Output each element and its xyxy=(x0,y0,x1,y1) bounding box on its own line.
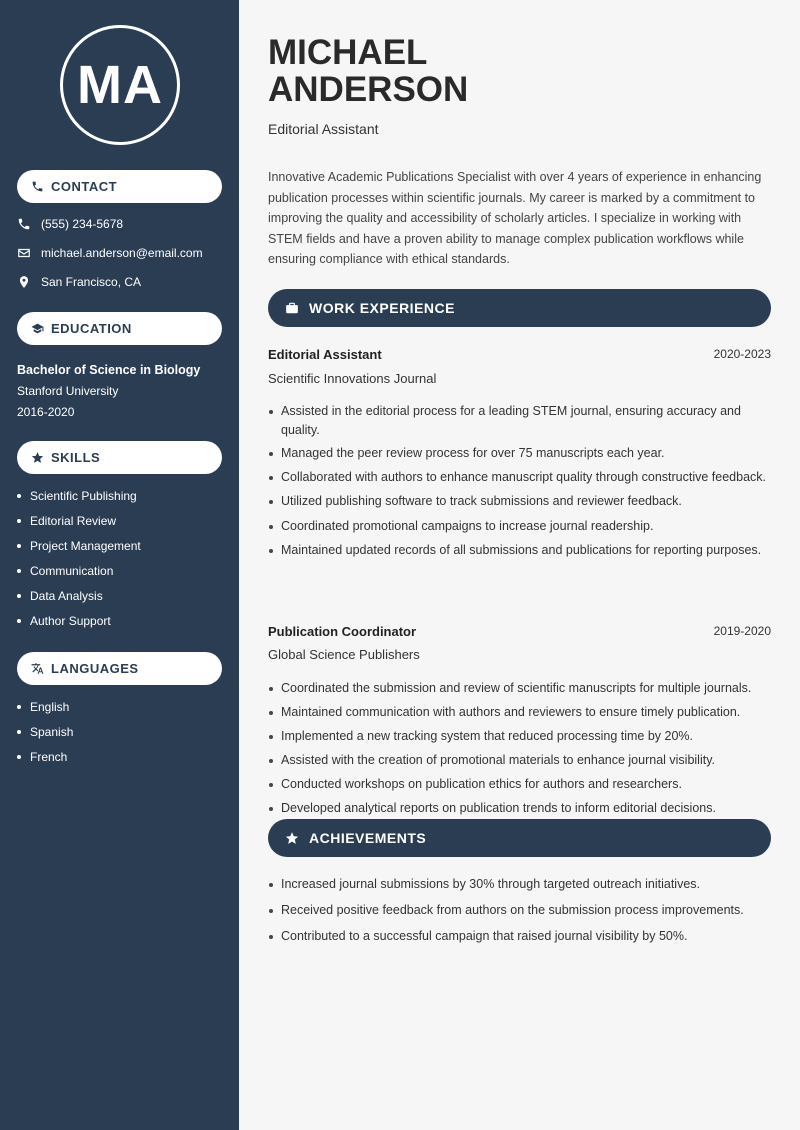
job-company: Global Science Publishers xyxy=(268,647,420,662)
contact-location xyxy=(17,275,141,289)
school: Stanford University xyxy=(17,384,119,398)
star-icon xyxy=(285,831,299,845)
languages-heading xyxy=(17,652,222,685)
skill-item: Editorial Review xyxy=(17,508,141,533)
languages-heading-label: LANGUAGES xyxy=(51,661,139,676)
job-bullet: Developed analytical reports on publication trends to inform editorial decisions. xyxy=(268,799,771,818)
full-name xyxy=(268,34,468,108)
achievements-list xyxy=(268,875,771,946)
job-title: Publication Coordinator xyxy=(268,624,417,639)
envelope-icon xyxy=(17,246,31,260)
achievement-item: Contributed to a successful campaign that raised journal visibility by 50%. xyxy=(268,927,771,946)
job-company: Scientific Innovations Journal xyxy=(268,371,437,386)
job-bullet: Utilized publishing software to track submissions and reviewer feedback. xyxy=(268,492,771,511)
phone-text: (555) 234-5678 xyxy=(41,217,124,231)
job-title-headline: Editorial Assistant xyxy=(268,121,379,137)
work-experience-heading xyxy=(268,289,771,327)
skill-item: Communication xyxy=(17,558,141,583)
contact-email xyxy=(17,246,203,260)
skills-heading xyxy=(17,441,222,474)
skill-item: Scientific Publishing xyxy=(17,483,141,508)
skills-heading-label: SKILLS xyxy=(51,450,101,465)
achievement-item: Received positive feedback from authors on the submission process improvements. xyxy=(268,901,771,920)
job-bullet: Assisted in the editorial process for a leading STEM journal, ensuring accuracy and quality. xyxy=(268,402,771,440)
name-last: ANDERSON xyxy=(268,70,469,109)
contact-heading-label: CONTACT xyxy=(51,179,118,194)
achievement-item: Increased journal submissions by 30% through targeted outreach initiatives. xyxy=(268,875,771,894)
education-years: 2016-2020 xyxy=(17,405,75,419)
achievements-heading-label: ACHIEVEMENTS xyxy=(309,830,427,846)
job-title: Editorial Assistant xyxy=(268,347,382,362)
job-bullet: Implemented a new tracking system that reduced processing time by 20%. xyxy=(268,727,771,746)
education-heading xyxy=(17,312,222,345)
monogram-avatar: MA xyxy=(60,25,180,145)
location-text: San Francisco, CA xyxy=(41,275,142,289)
job-bullets xyxy=(268,402,771,560)
graduation-cap-icon xyxy=(31,322,44,335)
job-bullet: Coordinated promotional campaigns to increase journal readership. xyxy=(268,517,771,536)
job-bullet: Assisted with the creation of promotional materials to enhance journal visibility. xyxy=(268,751,771,770)
education-entry xyxy=(17,360,200,423)
phone-icon xyxy=(17,217,31,231)
sidebar xyxy=(0,0,239,1130)
profile-summary: Innovative Academic Publications Specialist with over 4 years of experience in enhancing publication processes within scientific journals. My career is marked by a commitment to improving the quality and accessibility of scholarly articles. I specialize in working with STEM fields and have a proven ability to manage complex publication workflows while ensuring compliance with ethical standards. xyxy=(268,170,762,266)
job-bullet: Maintained updated records of all submissions and publications for reporting purposes. xyxy=(268,541,771,560)
language-item: English xyxy=(17,694,73,719)
job-bullet: Maintained communication with authors and reviewers to ensure timely publication. xyxy=(268,703,771,722)
job-dates: 2019-2020 xyxy=(713,624,771,638)
job-dates: 2020-2023 xyxy=(713,347,771,361)
job-bullet: Managed the peer review process for over 75 manuscripts each year. xyxy=(268,444,771,463)
briefcase-icon xyxy=(285,301,299,315)
translate-icon xyxy=(31,662,44,675)
skill-item: Data Analysis xyxy=(17,583,141,608)
job-bullet: Conducted workshops on publication ethics for authors and researchers. xyxy=(268,775,771,794)
job-bullet: Collaborated with authors to enhance manuscript quality through constructive feedback. xyxy=(268,468,771,487)
achievements-heading xyxy=(268,819,771,857)
language-item: Spanish xyxy=(17,719,73,744)
skill-item: Project Management xyxy=(17,533,141,558)
job-bullet: Coordinated the submission and review of scientific manuscripts for multiple journals. xyxy=(268,679,771,698)
phone-icon xyxy=(31,180,44,193)
name-first: MICHAEL xyxy=(268,33,428,72)
education-heading-label: EDUCATION xyxy=(51,321,132,336)
degree: Bachelor of Science in Biology xyxy=(17,363,201,377)
contact-phone xyxy=(17,217,123,231)
skills-list xyxy=(17,483,141,633)
email-text: michael.anderson@email.com xyxy=(41,246,203,260)
job-bullets xyxy=(268,679,771,818)
work-experience-heading-label: WORK EXPERIENCE xyxy=(309,300,455,316)
skill-item: Author Support xyxy=(17,608,141,633)
location-pin-icon xyxy=(17,275,31,289)
contact-heading xyxy=(17,170,222,203)
languages-list xyxy=(17,694,73,769)
star-icon xyxy=(31,451,44,464)
language-item: French xyxy=(17,744,73,769)
